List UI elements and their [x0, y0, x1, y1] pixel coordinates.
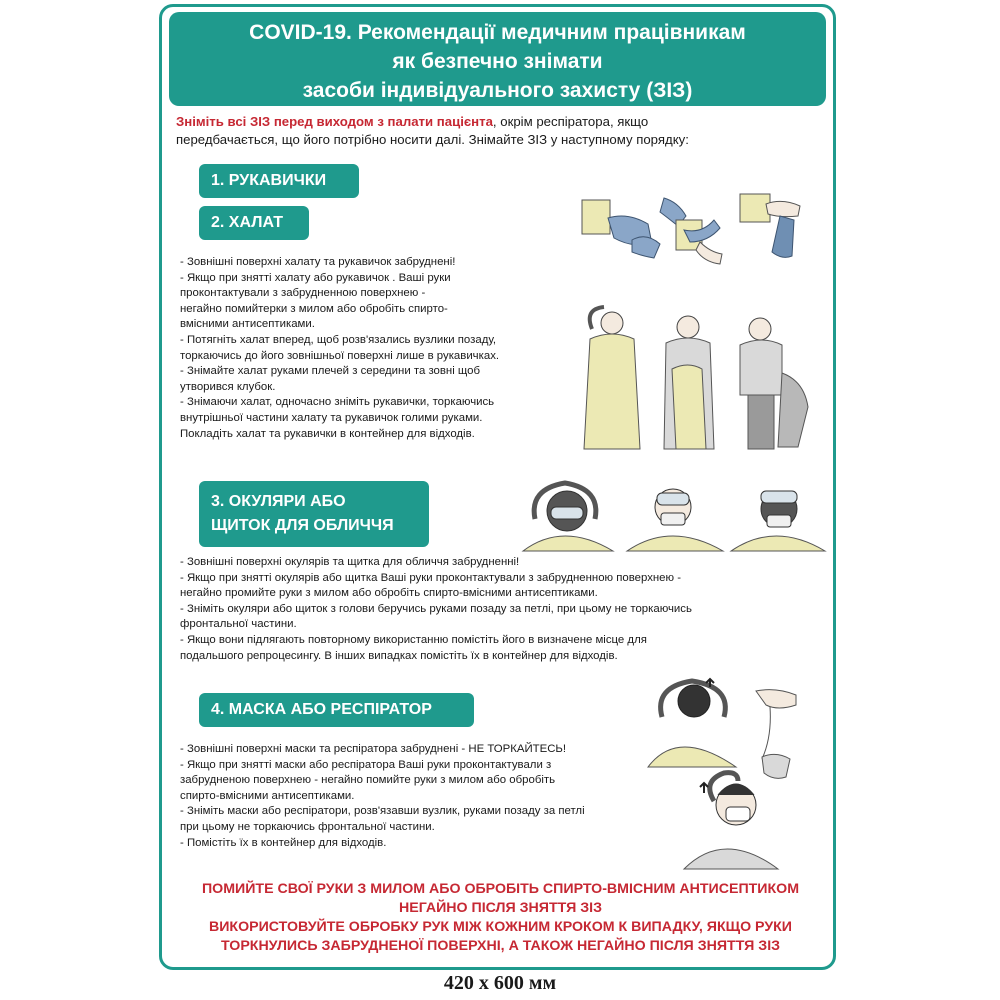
goggles-figure-2-image	[627, 489, 723, 551]
gown-text-line: - Знімайте халат руками плечей з середини та зовні щоб	[180, 365, 481, 378]
mask-text-line: - Зовнішні поверхні маски та респіратора забруднені - НЕ ТОРКАЙТЕСЬ!	[180, 743, 567, 755]
gown-removal-illustration	[582, 299, 822, 459]
mask-dangling-image	[756, 690, 796, 779]
gown-text-line: утворився клубок.	[180, 380, 276, 393]
step-3-label-line-1: 3. ОКУЛЯРИ АБО	[211, 493, 346, 510]
gown-text-line: негайно помийтерки з милом або обробіть спирто-	[180, 302, 448, 315]
mask-text-line: спирто-вмісними антисептиками.	[180, 789, 355, 802]
step-2-label: 2. ХАЛАТ	[211, 214, 283, 231]
title-line-2: як безпечно знімати	[392, 50, 603, 73]
gown-figure-rolling-image	[740, 318, 808, 449]
mask-figure-1-image	[648, 679, 736, 767]
gown-text-line: - Потягніть халат вперед, щоб розв'язались вузлики позаду,	[180, 333, 497, 346]
footer-line: ВИКОРИСТОВУЙТЕ ОБРОБКУ РУК МІЖ КОЖНИМ КРОКОМ К ВИПАДКУ, ЯКЩО РУКИ	[208, 919, 793, 935]
intro-warning: Зніміть всі ЗІЗ перед виходом з палати пацієнта	[176, 114, 493, 129]
footer-line: ТОРКНУЛИСЬ ЗАБРУДНЕНОЇ ПОВЕРХНІ, А ТАКОЖ НЕГАЙНО ПІСЛЯ ЗНЯТТЯ ЗІЗ	[220, 938, 781, 954]
title-line-1: COVID-19. Рекомендації медичним працівникам	[249, 21, 746, 44]
glove-step-b-image	[660, 198, 722, 264]
step-3-header	[199, 481, 429, 547]
mask-text-line: - Зніміть маски або респіратори, розв'язавши вузлик, руками позаду за петлі	[180, 805, 585, 818]
title-line-3: засоби індивідуального захисту (ЗІЗ)	[302, 79, 693, 102]
gown-text-line: - Знімаючи халат, одночасно зніміть рукавички, торкаючись	[180, 396, 495, 409]
mask-text-line: - Якщо при знятті маски або респіратора Ваші руки проконтактували з	[180, 758, 552, 771]
gown-text-line: - Якщо при знятті халату або рукавичок . Ваші руки	[180, 271, 451, 284]
goggles-figure-3-image	[731, 491, 825, 551]
gown-figure-front-image	[664, 316, 714, 449]
poster-size-label: 420 х 600 мм	[443, 972, 557, 994]
title-banner	[169, 12, 826, 106]
gown-instructions	[180, 255, 499, 442]
goggles-figure-1-image	[523, 483, 613, 551]
mask-removal-illustration	[644, 677, 824, 877]
goggles-text-line: негайно промийте руки з милом або обробіть спирто-вмісними антисептиками.	[180, 587, 598, 600]
goggles-text-line: - Зніміть окуляри або щиток з голови беручись руками позаду за петлі, при цьому не торкаючись	[180, 602, 692, 615]
intro-line-2: передбачається, що його потрібно носити далі. Знімайте ЗІЗ у наступному порядку:	[176, 132, 689, 147]
step-1-header	[199, 164, 359, 198]
goggles-instructions	[180, 555, 692, 664]
gown-text-line: проконтактували з забрудненною поверхнею -	[180, 287, 426, 300]
gloves-removal-illustration	[580, 190, 820, 272]
footer-warning	[172, 880, 829, 956]
mask-text-line: забрудненою поверхнею - негайно помийте руки з милом або обробіть	[180, 774, 556, 787]
goggles-text-line: - Зовнішні поверхні окулярів та щитка для обличчя забрудненні!	[180, 556, 520, 568]
glove-step-c-image	[740, 194, 800, 257]
step-4-header	[199, 693, 474, 727]
footer-line: ПОМИЙТЕ СВОЇ РУКИ З МИЛОМ АБО ОБРОБІТЬ СПИРТО-ВМІСНИМ АНТИСЕПТИКОМ	[201, 881, 800, 897]
goggles-text-line: фронтальної частини.	[180, 618, 297, 631]
glove-step-a-image	[582, 200, 660, 258]
mask-figure-2-image	[684, 773, 778, 869]
goggles-text-line: - Якщо при знятті окулярів або щитка Ваші руки проконтактували з забрудненною поверхнею -	[180, 571, 682, 584]
intro-rest: , окрім респіратора, якщо	[492, 114, 649, 129]
gown-text-line: торкаючись до його зовнішньої поверхні лише в рукавичках.	[180, 349, 500, 362]
intro-text	[176, 113, 736, 149]
gown-text-line: Покладіть халат та рукавички в контейнер для відходів.	[180, 427, 475, 440]
footer-line: НЕГАЙНО ПІСЛЯ ЗНЯТТЯ ЗІЗ	[399, 900, 602, 916]
gown-text-line: вмісними антисептиками.	[180, 318, 315, 331]
gown-text-line: внутрішньої частини халату та рукавичок голими руками.	[180, 411, 483, 424]
goggles-text-line: подальшого репроцесингу. В інших випадках помістіть їх в контейнер для відходів.	[180, 649, 618, 662]
step-4-label: 4. МАСКА АБО РЕСПІРАТОР	[211, 701, 432, 718]
mask-text-line: при цьому не торкаючись фронтальної частини.	[180, 820, 435, 833]
goggles-removal-illustration	[517, 473, 827, 553]
mask-text-line: - Помістіть їх в контейнер для відходів.	[180, 836, 387, 849]
step-1-label: 1. РУКАВИЧКИ	[211, 172, 327, 189]
mask-instructions	[180, 742, 585, 851]
goggles-text-line: - Якщо вони підлягають повторному використанню помістіть його в визначене місце для	[180, 633, 647, 646]
gown-text-line: - Зовнішні поверхні халату та рукавичок забруднені!	[180, 256, 456, 268]
poster	[159, 4, 836, 970]
step-3-label-line-2: ЩИТОК ДЛЯ ОБЛИЧЧЯ	[211, 517, 394, 534]
gown-figure-back-image	[584, 307, 640, 449]
step-2-header	[199, 206, 309, 240]
